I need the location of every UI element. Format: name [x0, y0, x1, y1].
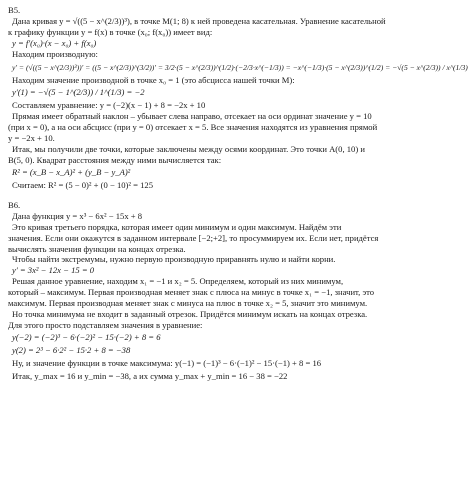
b5-line-2: к графику функции y = f(x) в точке (x₀; f(x₀)) имеет вид: — [8, 26, 213, 37]
b5-line-11: y = −2x + 10. — [8, 133, 55, 144]
b6-line-9: максимум. Первая производная меняет знак с минуса на плюс в точке x₂ = 5, значит это минимум. — [8, 298, 368, 309]
b5-distance-formula: R² = (x_B − x_A)² + (y_B − y_A)² — [12, 166, 131, 177]
b6-line-4: вычислять значения функции на концах отрезка. — [8, 243, 186, 254]
b6-derivative-equation: y′ = 3x² − 12x − 15 = 0 — [12, 265, 95, 276]
b5-line-8: Составляем уравнение: y = (−2)(x − 1) + 8 = −2x + 10 — [12, 100, 206, 111]
b5-line-1: Дана кривая y = √((5 − x^(2/3))³), в точке M(1; 8) к ней проведена касательная. Уравнение касательной — [12, 15, 386, 26]
b6-line-10: Но точка минимума не входит в заданный отрезок. Придётся минимум искать на концах отрезка. — [12, 308, 368, 319]
b6-line-5: Чтобы найти экстремумы, нужно первую производную приравнять нулю и найти корни. — [12, 254, 336, 265]
b6-line-3: значения. Если они окажутся в заданном интервале [−2;+2], то просуммируем их. Если нет, придётся — [8, 232, 379, 243]
b6-value-at-2: y(2) = 2³ − 6·2² − 15·2 + 8 = −38 — [12, 344, 131, 355]
b5-line-13: B(5, 0). Квадрат расстояния между ними вычисляется так: — [8, 154, 222, 165]
b6-line-1: Дана функция y = x³ − 6x² − 15x + 8 — [12, 210, 143, 221]
b5-line-4: Находим производную: — [12, 48, 98, 59]
b6-line-2: Это кривая третьего порядка, которая имеет один минимум и один максимум. Найдём эти — [12, 221, 342, 232]
b6-sum-result: Итак, y_max = 16 и y_min = −38, а их сумма y_max + y_min = 16 − 38 = −22 — [12, 370, 288, 381]
b6-value-at-minus-2: y(−2) = (−2)³ − 6·(−2)² − 15·(−2) + 8 = 6 — [12, 331, 161, 342]
b5-line-10: (при x = 0), а на оси абсцисс (при y = 0) отсекает x = 5. Все значения находятся из уравнения прямой — [8, 122, 378, 133]
b6-line-7: Решая данное уравнение, находим x₁ = −1 и x₂ = 5. Определяем, который из них минимум, — [12, 276, 344, 287]
b6-max-value: Ну, и значение функции в точке максимума: y(−1) = (−1)³ − 6·(−1)² − 15·(−1) + 8 = 16 — [12, 357, 322, 368]
b5-line-9: Прямая имеет обратный наклон – убывает слева направо, отсекает на оси ординат значение y = 10 — [12, 111, 372, 122]
b5-heading: В5. — [8, 5, 21, 15]
b5-derivative-formula: y′ = (√((5 − x^(2/3))³))′ = ((5 − x^(2/3))^(3/2))′ = 3/2·(5 − x^(2/3))^(1/2)·(−2/3·x^(−1/3)) = −x^(−1/3)·(5 − x^(2/3))^(1/2) = −√(5 − x^(2/3)) / x^(1/3) — [12, 62, 468, 72]
b5-derivative-value: y′(1) = −√(5 − 1^(2/3)) / 1^(1/3) = −2 — [12, 87, 145, 98]
b5-tangent-formula: y = f′(x₀)·(x − x₀) + f(x₀) — [12, 37, 97, 48]
b5-line-6: Находим значение производной в точке x₀ = 1 (это абсцисса нашей точки M): — [12, 74, 295, 85]
b6-line-8: который – максимум. Первая производная меняет знак с плюса на минус в точке x₁ = −1, значит, это — [8, 287, 375, 298]
b6-heading: В6. — [8, 199, 21, 210]
b6-line-11: Для этого просто подставляем значения в уравнение: — [8, 319, 203, 330]
b5-line-12: Итак, мы получили две точки, которые заключены между осями координат. Это точки A(0, 10) и — [12, 144, 365, 155]
b5-distance-result: Считаем: R² = (5 − 0)² + (0 − 10)² = 125 — [12, 179, 154, 190]
